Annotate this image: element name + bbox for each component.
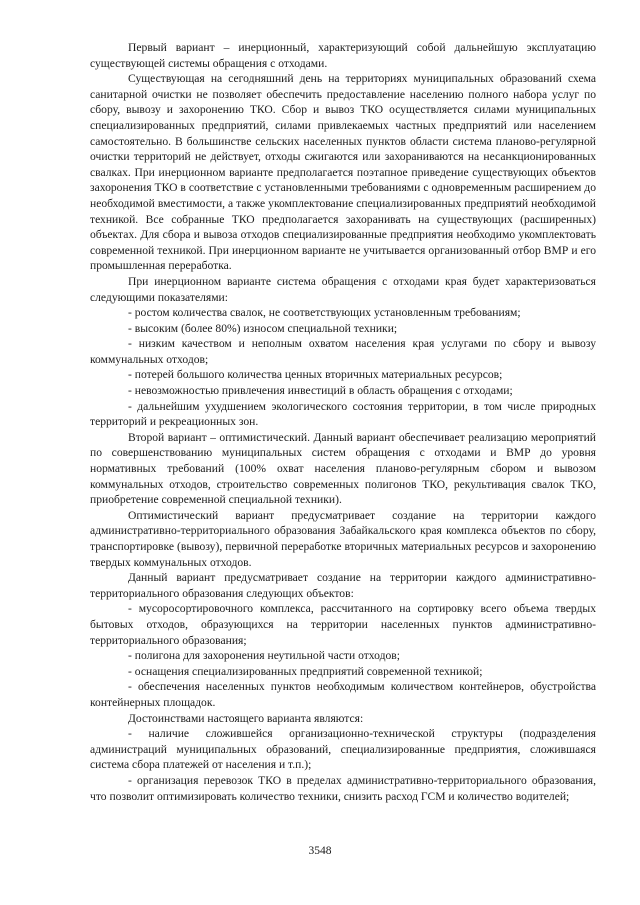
list-item: - мусоросортировочного комплекса, рассчитанного на сортировку всего объема твердых бытовых отходов, образующихся на территории населенных пунктов административно-территориального образования; [90, 602, 596, 647]
list-item: - оснащения специализированных предприятий современной техникой; [128, 664, 483, 678]
paragraph: Данный вариант предусматривает создание на территории каждого административно-территориального образования следующих объектов: [90, 571, 596, 600]
list-item: - организация перевозок ТКО в пределах административно-территориального образования, что позволит оптимизировать количество техники, снизить расход ГСМ и количество водителей; [90, 773, 596, 803]
paragraph: Первый вариант – инерционный, характеризующий собой дальнейшую эксплуатацию существующей системы обращения с отходами. [90, 41, 596, 70]
paragraph: Существующая на сегодняшний день на территориях муниципальных образований схема санитарной очистки не позволяет обеспечить предоставление населению полного набора услуг по сбору, вывозу и захоронению ТКО. Сбор и вывоз ТКО осуществляется силами муниципальных специализированных предприятий, силами привлекаемых частных предприятий или населением самостоятельно. В большинстве сельских населенных пунктов области система планово-регулярной очистки территорий не действует, отходы сжигаются или захораниваются на несанкционированных свалках. При инерционном варианте предполагается поэтапное приведение существующих объектов захоронения ТКО в соответствие с установленными требованиями с одновременным расширением до необходимой вместимости, а также укомплектование специализированных предприятий необходимой техникой. Все собранные ТКО предполагается захоранивать на существующих (расширенных) объектах. Для сбора и вывоза отходов специализированные предприятия необходимо укомплектовать современной техникой. При инерционном варианте не учитывается организованный отбор ВМР и его промышленная переработка. [90, 72, 596, 273]
list-item: - полигона для захоронения неутильной части отходов; [128, 649, 401, 663]
paragraph: При инерционном варианте система обращения с отходами края будет характеризоваться следующими показателями: [90, 274, 596, 304]
list-item: - невозможностью привлечения инвестиций в область обращения с отходами; [128, 384, 513, 398]
paragraph: Второй вариант – оптимистический. Данный вариант обеспечивает реализацию мероприятий по совершенствованию муниципальных систем обращения с отходами и ВМР до уровня нормативных требований (100% охват населения планово-регулярным сбором и вывозом коммунальных отходов, строительство современных полигонов ТКО, рекультивация свалок ТКО, приобретение современной специальной техники). [90, 430, 596, 507]
list-item: - наличие сложившейся организационно-технической структуры (подразделения администраций муниципальных образований, специализированные предприятия, сложившаяся система сбора платежей от населения и т.п.); [90, 727, 596, 772]
list-item: - низким качеством и неполным охватом населения края услугами по сбору и вывозу коммунальных отходов; [90, 337, 596, 366]
list-item: - дальнейшим ухудшением экологического состояния территории, в том числе природных территорий и рекреационных зон. [90, 399, 596, 429]
paragraph: Достоинствами настоящего варианта являются: [128, 711, 364, 725]
list-item: - высоким (более 80%) износом специальной техники; [128, 321, 398, 335]
page-number: 3548 [308, 845, 332, 857]
paragraph: Оптимистический вариант предусматривает создание на территории каждого административно-территориального образования Забайкальского края комплекса объектов по сбору, транспортировке (вывозу), первичной переработке вторичных материальных ресурсов и захоронению твердых коммунальных отходов. [90, 508, 596, 569]
body-text [90, 40, 596, 804]
list-item: - ростом количества свалок, не соответствующих установленным требованиям; [128, 306, 521, 320]
list-item: - потерей большого количества ценных вторичных материальных ресурсов; [128, 368, 503, 382]
list-item: - обеспечения населенных пунктов необходимым количеством контейнеров, обустройства контейнерных площадок. [90, 680, 596, 709]
